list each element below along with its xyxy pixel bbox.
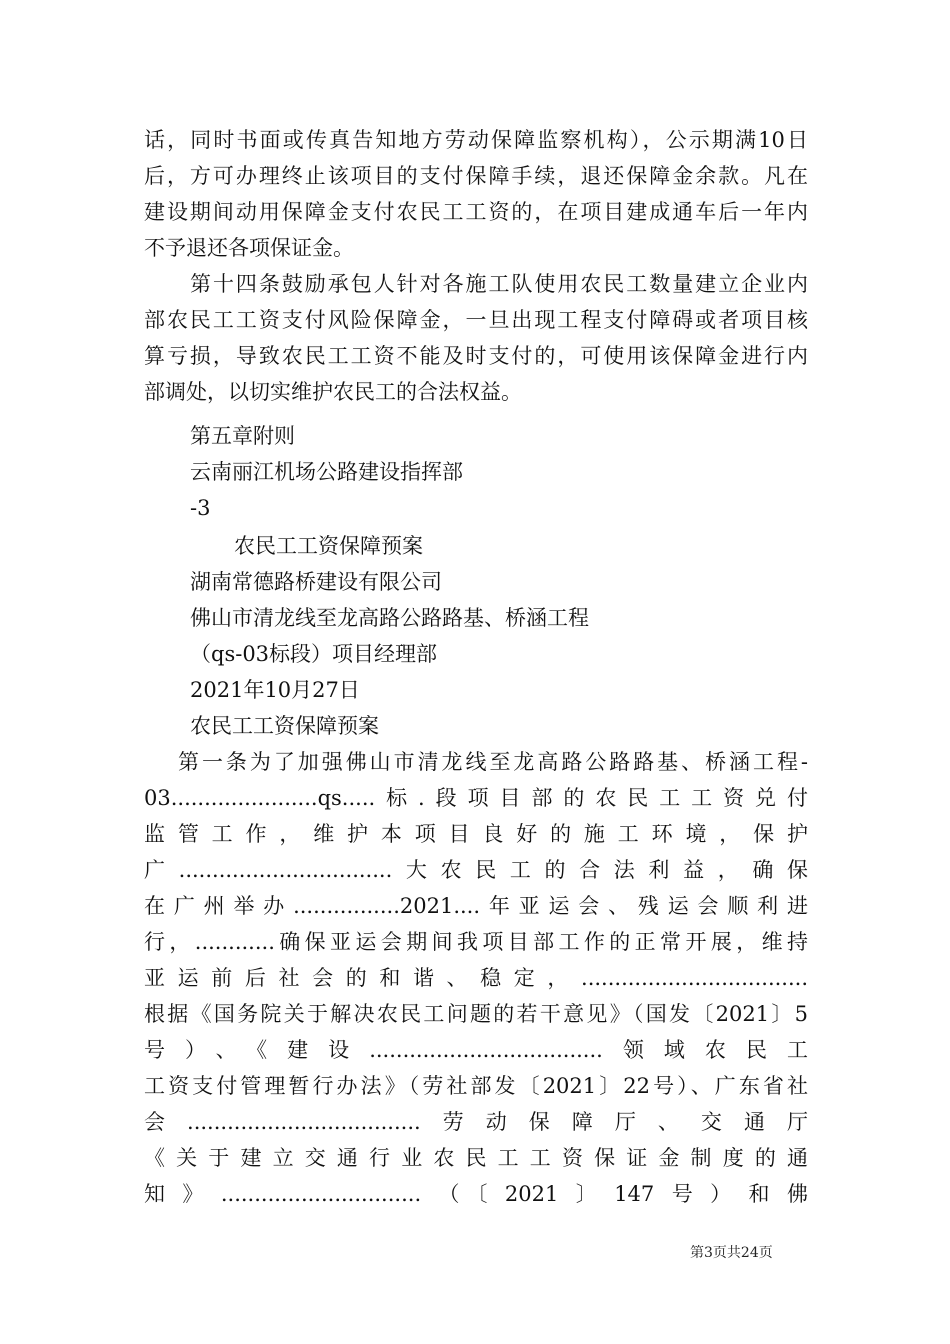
body-text-line: 03......................qs.....标.段项目部的农民工工资兑付 — [144, 786, 808, 810]
project-department: （qs-03标段）项目经理部 — [190, 642, 438, 666]
body-text-line: 监 管 工 作 ， 维 护 本 项 目 良 好 的 施 工 环 境 ， 保 护 — [144, 822, 808, 846]
body-text-line: 行，............确保亚运会期间我项目部工作的正常开展，维持 — [144, 930, 808, 954]
body-text-line: 不予退还各项保证金。 — [144, 236, 354, 260]
body-text-line: 第一条为了加强佛山市清龙线至龙高路公路路基、桥涵工程- — [178, 750, 808, 774]
chapter-heading: 第五章附则 — [190, 424, 295, 448]
project-name: 佛山市清龙线至龙高路公路路基、桥涵工程 — [190, 606, 589, 630]
body-text-line: 算亏损，导致农民工工资不能及时支付的，可使用该保障金进行内 — [144, 344, 808, 368]
body-text-line: 建设期间动用保障金支付农民工工资的，在项目建成通车后一年内 — [144, 200, 808, 224]
body-text-line: 《 关 于 建 立 交 通 行 业 农 民 工 工 资 保 证 金 制 度 的 通 — [144, 1146, 808, 1170]
document-title: 农民工工资保障预案 — [234, 534, 423, 558]
body-text-line: 后，方可办理终止该项目的支付保障手续，退还保障金余款。凡在 — [144, 164, 808, 188]
body-text-line: 话，同时书面或传真告知地方劳动保障监察机构），公示期满10日 — [144, 128, 808, 152]
body-text-line: 知》..............................（〔2021〕147号）和佛 — [144, 1182, 808, 1206]
body-text-line: 亚运前后社会的和谐、稳定，.................................. — [144, 966, 808, 990]
document-date: 2021年10月27日 — [190, 678, 360, 702]
company-name: 湖南常德路桥建设有限公司 — [190, 570, 442, 594]
body-text-line: 会...................................劳动保障厅、交通厅 — [144, 1110, 808, 1134]
body-text-line: 根据《国务院关于解决农民工问题的若干意见》（国发〔2021〕5 — [144, 1002, 808, 1026]
section-title: 农民工工资保障预案 — [190, 714, 379, 738]
body-text-line: 第十四条鼓励承包人针对各施工队使用农民工数量建立企业内 — [190, 272, 808, 296]
body-text-line: 部农民工工资支付风险保障金，一旦出现工程支付障碍或者项目核 — [144, 308, 808, 332]
page-number-footer: 第3页共24页 — [690, 1245, 773, 1261]
organization-name: 云南丽江机场公路建设指挥部 — [190, 460, 463, 484]
body-text-line: 号）、《建设...................................领域农民工 — [144, 1038, 808, 1062]
body-text-line: 工资支付管理暂行办法》（劳社部发〔2021〕22号）、广东省社 — [144, 1074, 808, 1098]
body-text-line: 在广州举办................2021....年亚运会、残运会顺利进 — [144, 894, 808, 918]
page-marker: -3 — [190, 496, 211, 520]
body-text-line: 广................................大农民工的合法利益，确保 — [144, 858, 808, 882]
body-text-line: 部调处，以切实维护农民工的合法权益。 — [144, 380, 522, 404]
